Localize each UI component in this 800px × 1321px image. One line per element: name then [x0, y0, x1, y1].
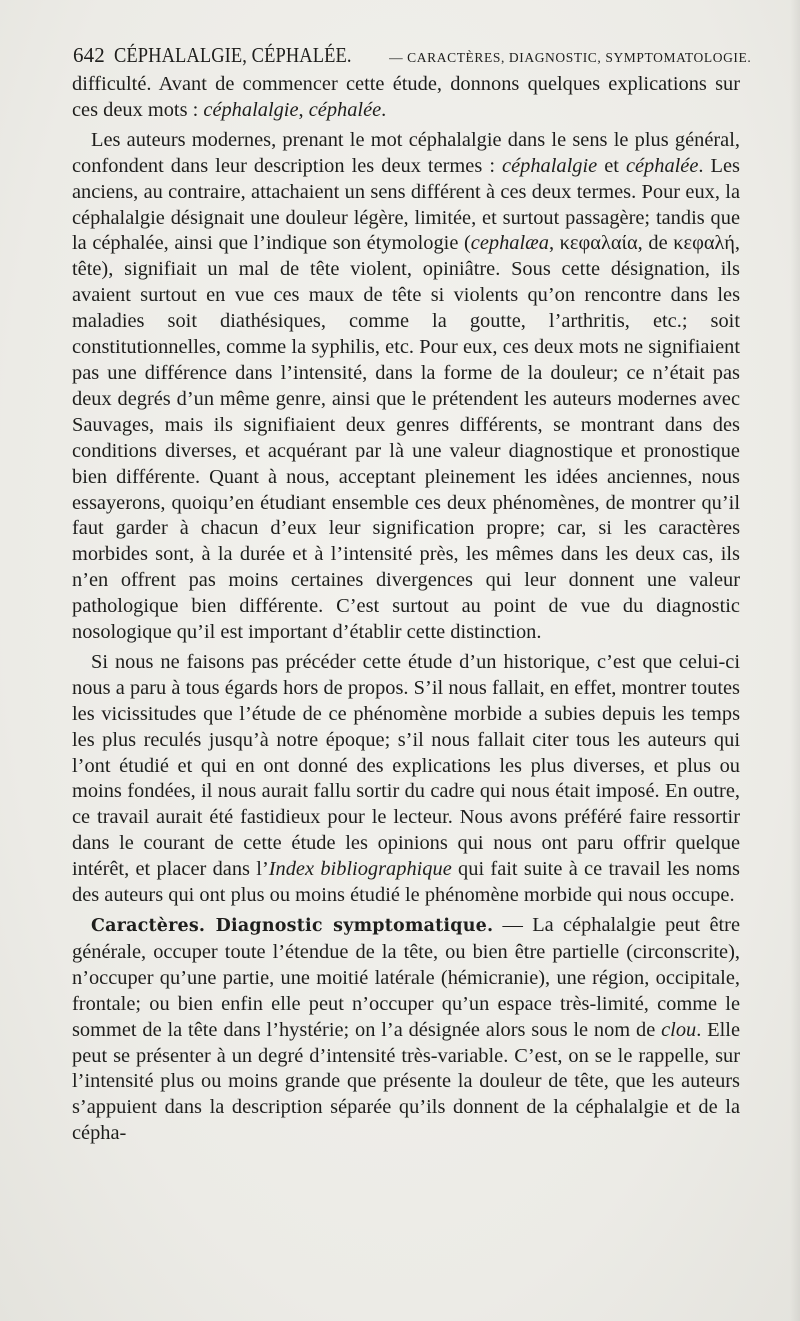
- paragraph-1: difficulté. Avant de commencer cette étude, donnons quelques explications sur ces deux mots : céphalalgie, céphalée.: [72, 73, 740, 121]
- running-head: [73, 40, 753, 70]
- section-text: — La céphalalgie peut être générale, occuper toute l’étendue de la tête, ou bien être partielle (circonscrite), n’occuper qu’une partie, une moitié latérale (hémicranie), une région, occipitale, frontale; ou bien enfin elle peut n’occuper qu’un espace très-limité, comme le sommet de la tête dans l’hystérie; on l’a désignée alors sous le nom de clou. Elle peut se présenter à un degré d’intensité très-variable. C’est, on se le rappelle, sur l’intensité plus ou moins grande que présente la douleur de tête, que les auteurs s’appuient dans la description séparée qu’ils donnent de la céphalalgie et de la cépha-: [72, 914, 740, 1145]
- running-subtitle: — CARACTÈRES, DIAGNOSTIC, SYMPTOMATOLOGIE.: [389, 50, 752, 65]
- page-edge-shadow: [790, 0, 800, 1321]
- body-text: [72, 72, 740, 1147]
- running-title: CÉPHALALGIE, CÉPHALÉE.: [113, 43, 352, 67]
- paragraph-2: Les auteurs modernes, prenant le mot céphalalgie dans le sens le plus général, confondent dans leur description les deux termes : céphalalgie et céphalée. Les anciens, au contraire, attachaient un sens différent à ces deux termes. Pour eux, la céphalalgie désignait une douleur légère, limitée, et surtout passagère; tandis que la céphalée, ainsi que l’indique son étymologie (cephalæa, κεφαλαία, de κεφαλή, tête), signifiait un mal de tête violent, opiniâtre. Sous cette désignation, ils avaient surtout en vue ces maux de tête si violents qu’on rencontre dans les maladies soit diathésiques, comme la goutte, l’arthritis, etc.; soit constitutionnelles, comme la syphilis, etc. Pour eux, ces deux mots ne signifiaient pas une différence dans l’intensité, dans la forme de la douleur; ce n’était pas deux degrés d’un même genre, ainsi que le prétendent les auteurs modernes avec Sauvages, mais ils signifiaient deux genres différents, se montrant dans des conditions diverses, et acquérant par là une valeur diagnostique et pronostique bien différente. Quant à nous, acceptant pleinement les idées anciennes, nous essayerons, quoiqu’en étudiant ensemble ces deux phénomènes, de montrer qu’il faut garder à chacun d’eux leur signification propre; car, si les caractères morbides sont, à la durée et à l’intensité près, les mêmes dans les deux cas, ils n’en offrent pas moins certaines divergences qui leur donnent une valeur pathologique bien différente. C’est surtout au point de vue du diagnostic nosologique qu’il est important d’établir cette distinction.: [72, 128, 740, 644]
- section-paragraph: [72, 913, 740, 1147]
- page-number: 642: [73, 43, 105, 67]
- paragraph-3: Si nous ne faisons pas précéder cette étude d’un historique, c’est que celui-ci nous a paru à tous égards hors de propos. S’il nous fallait, en effet, montrer toutes les vicissitudes que l’étude de ce phénomène morbide a subies depuis les temps les plus reculés jusqu’à notre époque; s’il nous fallait citer tous les auteurs qui l’ont étudié et qui en ont donné des explications les plus diverses, et plus ou moins fondées, il nous aurait fallu sortir du cadre qui nous était imposé. En outre, ce travail aurait été fastidieux pour le lecteur. Nous avons préféré faire ressortir dans le courant de cette étude les opinions qui nous ont paru offrir quelque intérêt, et placer dans l’Index bibliographique qui fait suite à ce travail les noms des auteurs qui ont plus ou moins étudié le phénomène morbide qui nous occupe.: [72, 650, 740, 907]
- section-heading: Caractères. Diagnostic symptomatique.: [91, 916, 494, 936]
